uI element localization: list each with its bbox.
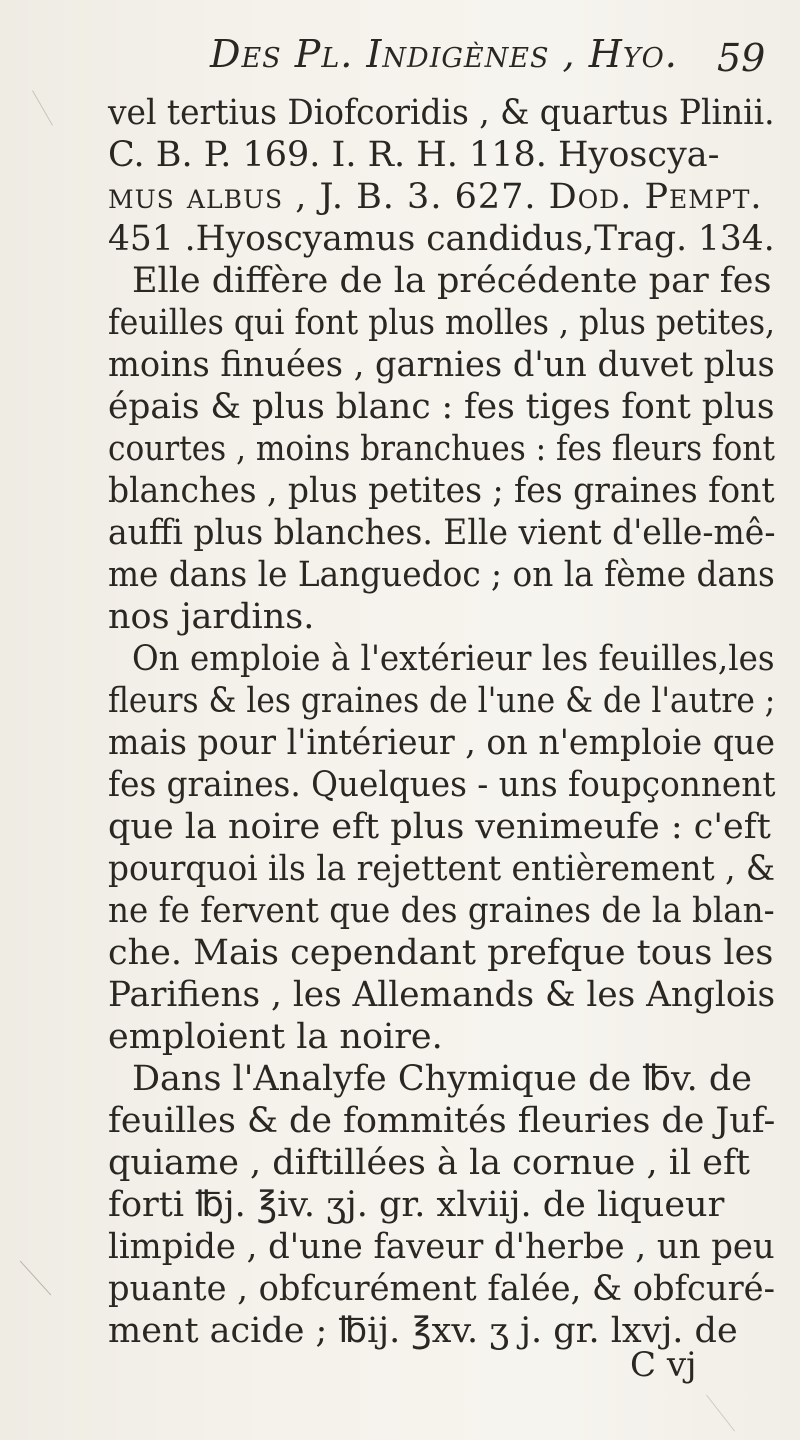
text-line: ment acide ; ℔ij. ℥xv. ʒ j. gr. lxvj. de [108, 1311, 738, 1351]
text-line: Dans l'Analyfe Chymique de ℔v. de [132, 1059, 752, 1099]
margin-mark [706, 1395, 735, 1432]
text-line: che. Mais cependant prefque tous les [108, 933, 774, 973]
text-line: mais pour l'intérieur , on n'emploie que [108, 723, 776, 763]
text-line: Parifiens , les Allemands & les Anglois [108, 975, 776, 1015]
text-line: C. B. P. 169. I. R. H. 118. Hyoscya- [108, 135, 720, 175]
text-line: pourquoi ils la rejettent entièrement , & [108, 849, 776, 889]
text-line: emploient la noire. [108, 1017, 443, 1057]
text-line: blanches , plus petites ; fes graines font [108, 471, 775, 511]
text-line: mus albus , J. B. 3. 627. Dod. Pempt. [108, 177, 763, 217]
text-line: On emploie à l'extérieur les feuilles,les [132, 639, 775, 679]
text-line: épais & plus blanc : fes tiges font plus [108, 387, 775, 427]
text-line: fes graines. Quelques - uns foupçonnent [108, 765, 776, 805]
page-number: 59 [717, 36, 766, 80]
text-line: me dans le Languedoc ; on la fème dans [108, 555, 775, 595]
text-line: quiame , diftillées à la cornue , il eft [108, 1143, 750, 1183]
text-line: feuilles & de fommités fleuries de Juf- [108, 1101, 776, 1141]
text-line: fleurs & les graines de l'une & de l'autre ; [108, 681, 776, 721]
margin-mark [20, 1261, 52, 1296]
text-line: Elle diffère de la précédente par fes [132, 261, 772, 301]
text-line: 451 .Hyoscyamus candidus,Trag. 134. [108, 219, 775, 259]
text-line: auffi plus blanches. Elle vient d'elle-mê- [108, 513, 776, 553]
text-line: courtes , moins branchues : fes fleurs font [108, 429, 775, 469]
text-line: nos jardins. [108, 597, 315, 637]
text-line: moins finuées , garnies d'un duvet plus [108, 345, 775, 385]
margin-mark [32, 90, 53, 125]
running-title: Des Pl. Indigènes , Hyo. [210, 32, 678, 76]
text-line: ne fe fervent que des graines de la blan- [108, 891, 775, 931]
text-line: vel tertius Diofcoridis , & quartus Plinii. [108, 93, 775, 133]
text-line: puante , obfcurément falée, & obfcuré- [108, 1269, 775, 1309]
text-line: feuilles qui font plus molles , plus petites, [108, 303, 776, 343]
text-line: forti ℔j. ℥iv. ʒj. gr. xlviij. de liqueur [108, 1185, 725, 1225]
page-header [0, 28, 800, 94]
signature-mark: C vj [630, 1345, 697, 1385]
text-line: limpide , d'une faveur d'herbe , un peu [108, 1227, 775, 1267]
text-line: que la noire eft plus venimeufe : c'eft [108, 807, 771, 847]
